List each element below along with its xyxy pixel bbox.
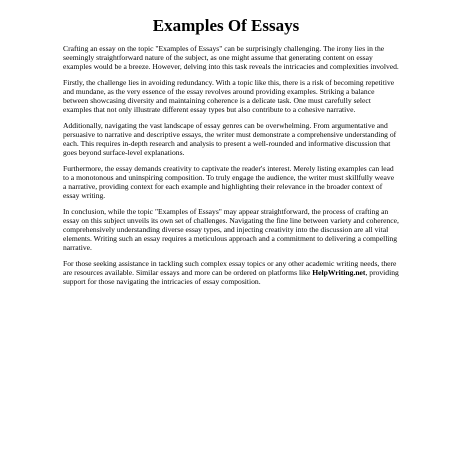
helpwriting-link[interactable]: HelpWriting.net — [312, 268, 366, 277]
page-title: Examples Of Essays — [152, 16, 300, 35]
paragraph-intro: Crafting an essay on the topic "Examples of Essays" can be surprisingly challenging. The irony lies in the seemingly straightforward nature of the subject, as one might assume that generating content on essay examples would be a breeze. However, delving into this task reveals the intricacies and complexities involved. — [63, 44, 399, 71]
paragraph-genres: Additionally, navigating the vast landscape of essay genres can be overwhelming. From argumentative and persuasive to narrative and descriptive essays, the writer must demonstrate a comprehensive understanding of each. This requires in-depth research and analysis to present a well-rounded and informative discussion that goes beyond surface-level explanations. — [63, 121, 397, 157]
resources-text-before: For those seeking assistance in tackling such complex essay topics or any other academic writing needs, there are resources available. Similar essays and more can be ordered on platforms like — [63, 259, 397, 277]
document-body — [63, 44, 399, 293]
paragraph-redundancy: Firstly, the challenge lies in avoiding redundancy. With a topic like this, there is a risk of becoming repetitive and mundane, as the very essence of the essay revolves around providing examples. Striking a balance between showcasing diversity and maintaining coherence is a delicate task. One must carefully select examples that not only illustrate different essay types but also contribute to a cohesive narrative. — [63, 78, 395, 114]
paragraph-resources — [63, 259, 399, 286]
paragraph-conclusion: In conclusion, while the topic "Examples of Essays" may appear straightforward, the process of crafting an essay on this subject unveils its own set of challenges. Navigating the fine line between variety and coherence, comprehensively understanding diverse essay types, and injecting creativity into the discussion are all vital elements. Writing such an essay requires a meticulous approach and a commitment to delivering a compelling narrative. — [63, 207, 399, 252]
resources-text-after: , providing support for those navigating the intricacies of essay composition. — [63, 268, 399, 286]
paragraph-creativity: Furthermore, the essay demands creativity to captivate the reader's interest. Merely listing examples can lead to a monotonous and uninspiring composition. To truly engage the audience, the writer must skillfully weave a narrative, providing context for each example and highlighting their relevance in the broader context of essay writing. — [63, 164, 395, 200]
